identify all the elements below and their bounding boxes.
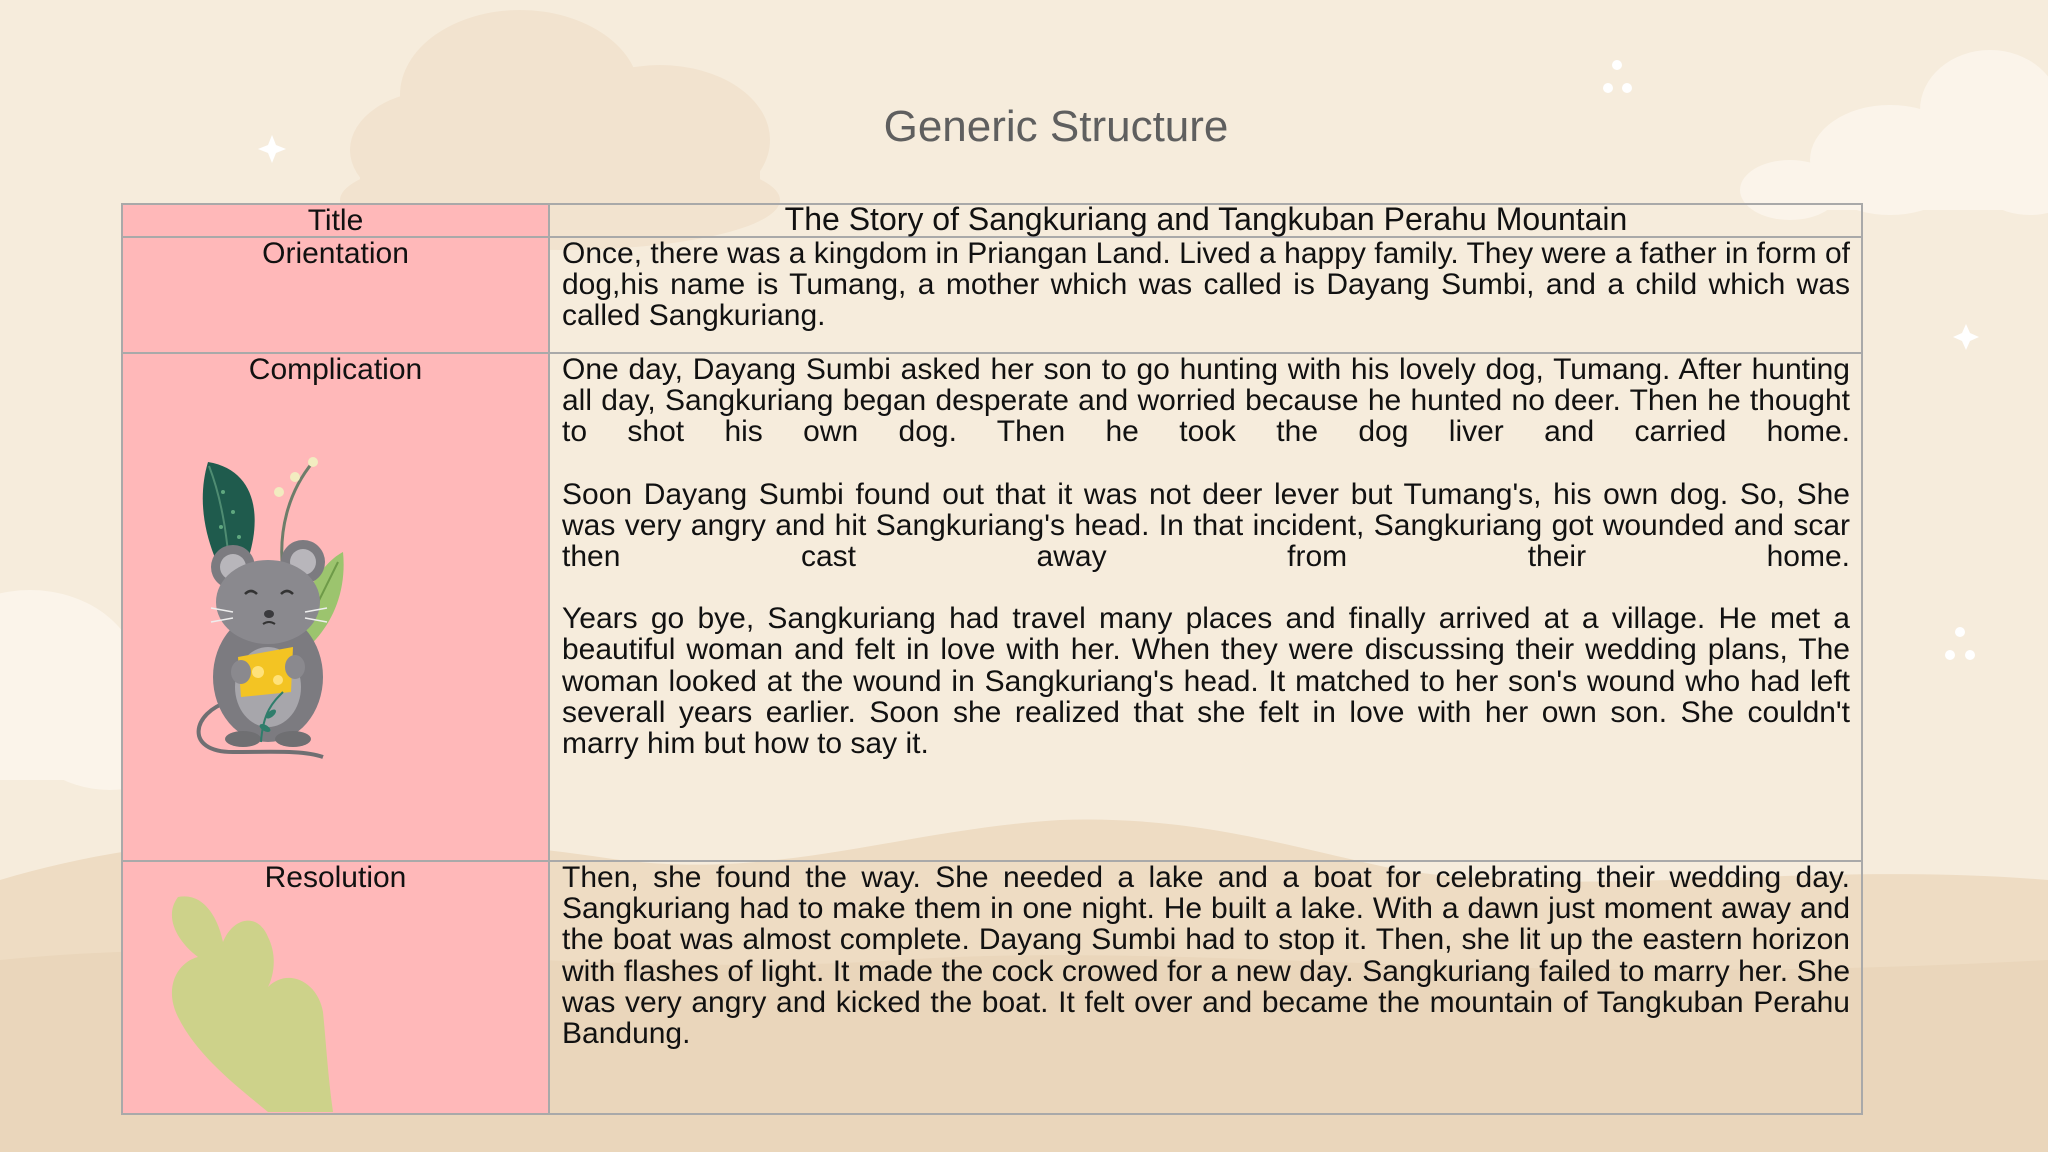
row-label: Title [307,204,364,237]
table-row-resolution [122,861,1862,1114]
row-label: Orientation [262,237,409,270]
complication-paragraph: Years go bye, Sangkuriang had travel many places and finally arrived at a village. He met a beautiful woman and felt in love with her. When they were discussing their wedding plans, The woman looked at the wound in Sangkuriang's head. It matched to her son's wound who had left severall years earlier. Soon she realized that she felt in love with her own son. She couldn't marry him but how to say it. [562,602,1850,761]
slide-title: Generic Structure [883,102,1229,151]
complication-paragraph: One day, Dayang Sumbi asked her son to go hunting with his lovely dog, Tumang. After hunting all day, Sangkuriang began desperate and worried because he hunted no deer. Then he thought to shot his own dog. Then he took the dog liver and carried home. [562,353,1850,449]
label-cell-orientation [122,237,549,353]
row-label: Resolution [264,861,407,894]
table-row-complication [122,353,1862,861]
generic-structure-table [121,203,1863,1115]
resolution-paragraph: Then, she found the way. She needed a lake and a boat for celebrating their wedding day. Sangkuriang had to make them in one night. He built a lake. With a dawn just moment away and the boat was almost complete. Dayang Sumbi had to stop it. Then, she lit up the eastern horizon with flashes of light. It made the cock crowed for a new day. Sangkuriang failed to marry her. She was very angry and kicked the boat. It felt over and became the mountain of Tangkuban Perahu Bandung. [562,861,1850,1051]
complication-content [549,353,1862,861]
mouse-holding-cheese-icon [173,452,373,782]
resolution-content [549,861,1862,1114]
label-cell-complication [122,353,549,861]
story-title: The Story of Sangkuriang and Tangkuban Perahu Mountain [549,204,1862,237]
orientation-paragraph: Once, there was a kingdom in Priangan Land. Lived a happy family. They were a father in form of dog,his name is Tumang, a mother which was called is Dayang Sumbi, and a child which was called Sangkuriang. [562,237,1850,333]
table-row-orientation [122,237,1862,353]
row-label: Complication [248,353,423,386]
label-cell-resolution [122,861,549,1114]
complication-paragraph: Soon Dayang Sumbi found out that it was not deer lever but Tumang's, his own dog. So, She was very angry and hit Sangkuriang's head. In that incident, Sangkuriang got wounded and scar then cast away from their home. [562,477,1850,574]
table-row-title [122,204,1862,237]
leaf-icon [158,887,348,1112]
orientation-content [549,237,1862,353]
label-cell-title [122,204,549,237]
